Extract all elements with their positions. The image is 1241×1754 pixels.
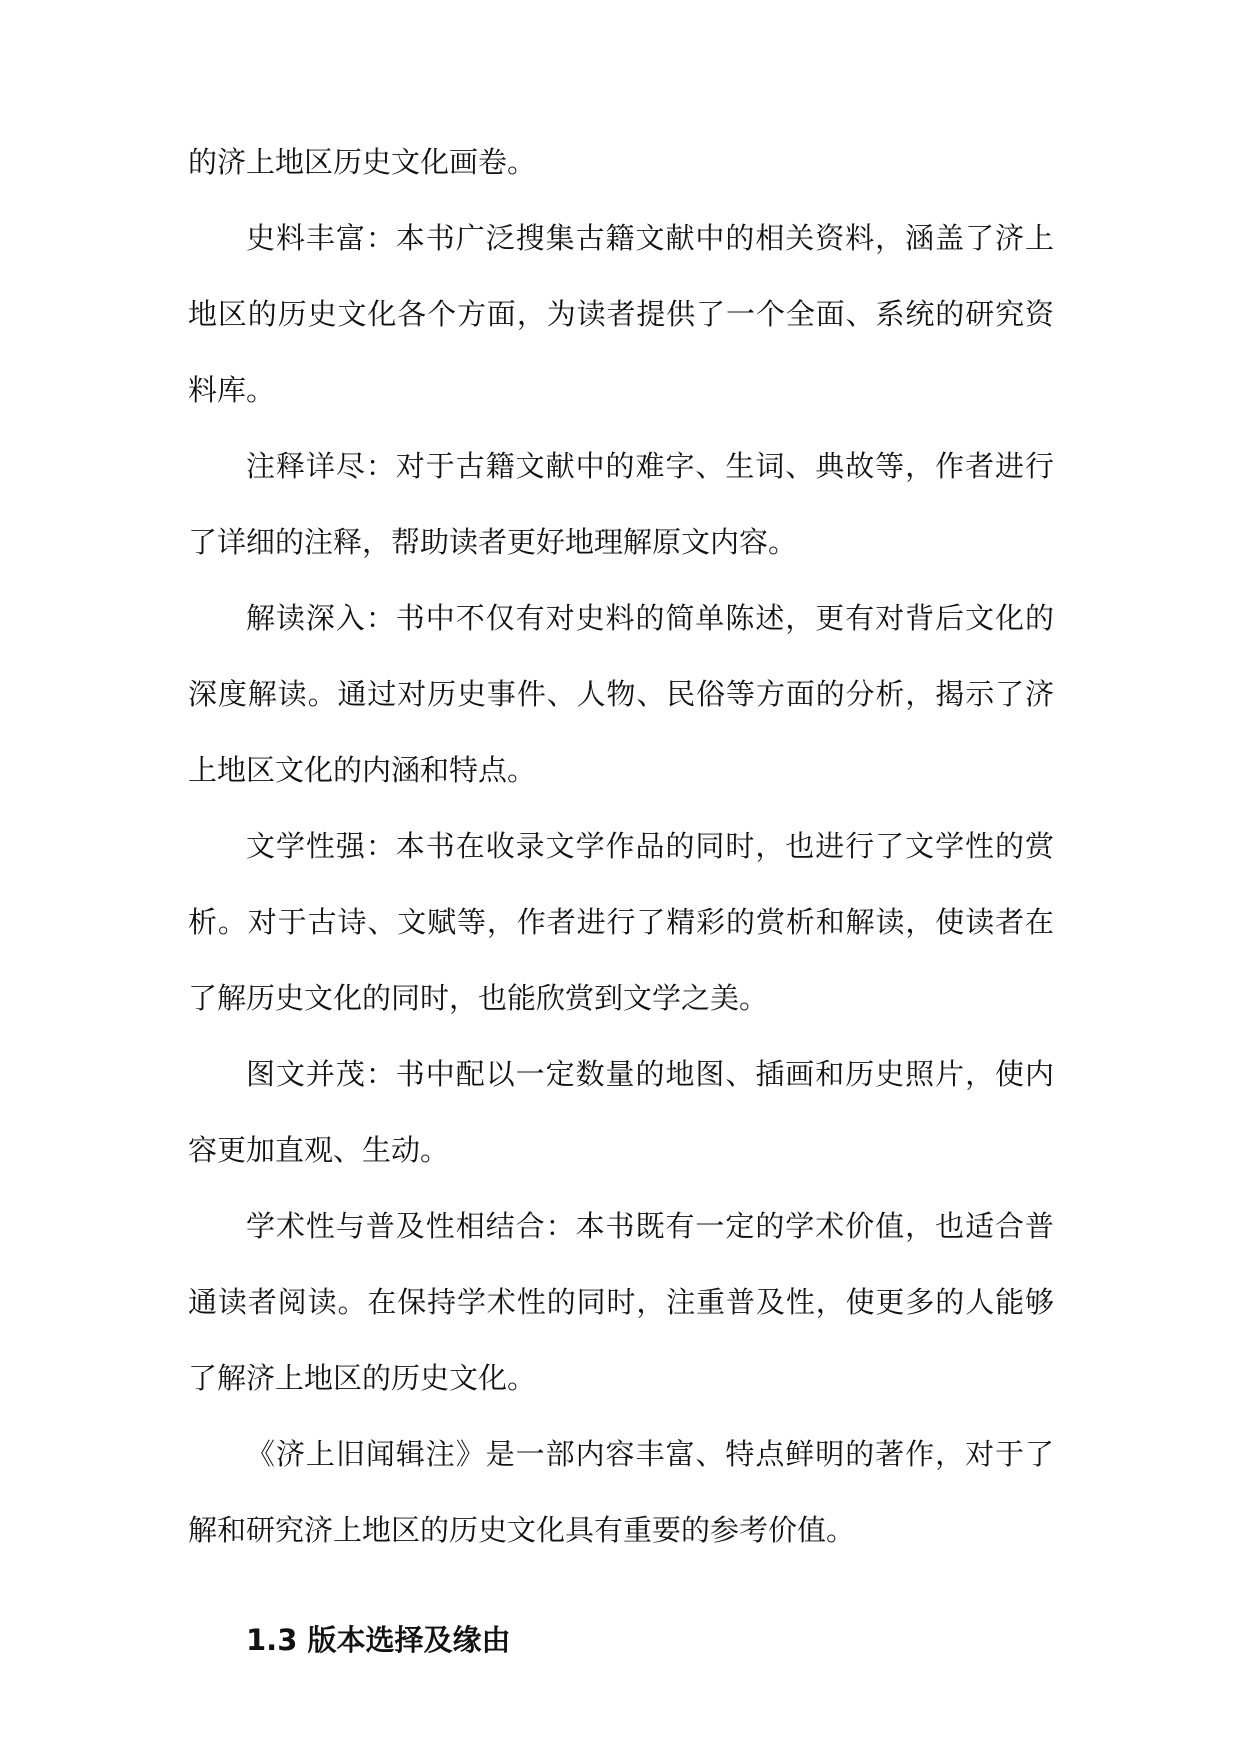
paragraph-continuation: 的济上地区历史文化画卷。 <box>188 145 537 179</box>
paragraph-deep-interpretation: 解读深入：书中不仅有对史料的简单陈述，更有对背后文化的深度解读。通过对历史事件、人物、民俗等方面的分析，揭示了济上地区文化的内涵和特点。 <box>188 601 1054 787</box>
section-heading: 1.3 版本选择及缘由 <box>246 1623 511 1657</box>
paragraph-summary: 《济上旧闻辑注》是一部内容丰富、特点鲜明的著作，对于了解和研究济上地区的历史文化具有重要的参考价值。 <box>188 1437 1054 1547</box>
paragraph-illustrations: 图文并茂：书中配以一定数量的地图、插画和历史照片，使内容更加直观、生动。 <box>188 1057 1054 1167</box>
paragraph-detailed-notes: 注释详尽：对于古籍文献中的难字、生词、典故等，作者进行了详细的注释，帮助读者更好地理解原文内容。 <box>188 449 1054 559</box>
document-body <box>188 145 1054 1678</box>
paragraph-literary-quality: 文学性强：本书在收录文学作品的同时，也进行了文学性的赏析。对于古诗、文赋等，作者进行了精彩的赏析和解读，使读者在了解历史文化的同时，也能欣赏到文学之美。 <box>188 829 1054 1015</box>
paragraph-academic-popular: 学术性与普及性相结合：本书既有一定的学术价值，也适合普通读者阅读。在保持学术性的同时，注重普及性，使更多的人能够了解济上地区的历史文化。 <box>188 1209 1054 1395</box>
paragraph-rich-sources: 史料丰富：本书广泛搜集古籍文献中的相关资料，涵盖了济上地区的历史文化各个方面，为读者提供了一个全面、系统的研究资料库。 <box>188 221 1054 407</box>
